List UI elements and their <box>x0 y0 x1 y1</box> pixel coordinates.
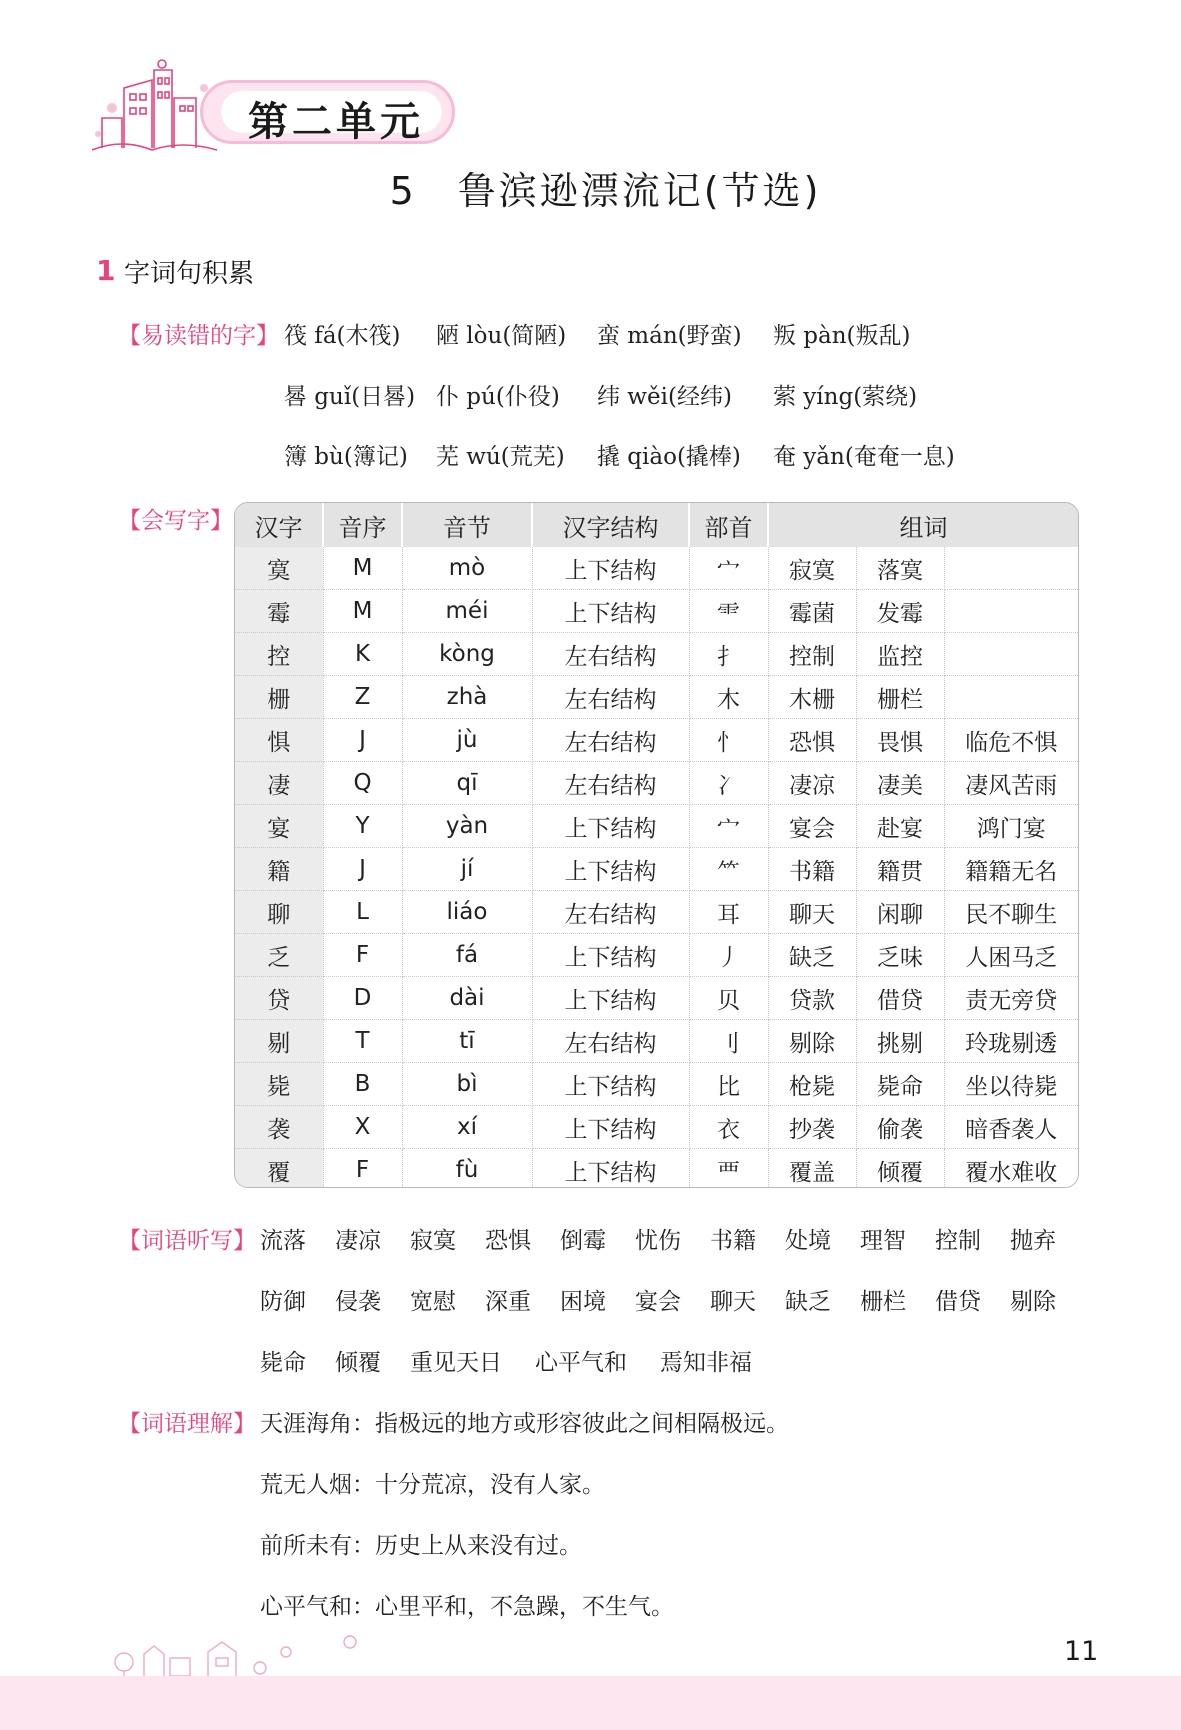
table-row <box>235 1020 1078 1063</box>
table-row <box>235 848 1078 891</box>
easy-wrong-item: 萦 yíng(萦绕) <box>773 384 918 410</box>
cell-syllable: jí <box>402 848 532 891</box>
cell-word-1: 霉菌 <box>768 590 856 633</box>
meaning-item: 心平气和：心里平和，不急躁，不生气。 <box>260 1594 674 1620</box>
cell-index-letter: F <box>323 934 402 977</box>
table-row <box>235 590 1078 633</box>
dictation-word: 凄凉 <box>335 1228 381 1254</box>
dictation-word: 寂寞 <box>410 1228 456 1254</box>
cell-word-2: 凄美 <box>856 762 944 805</box>
cell-index-letter: Z <box>323 676 402 719</box>
section-number: 1 <box>96 254 116 287</box>
cell-radical: 宀 <box>689 805 768 848</box>
cell-word-1: 宴会 <box>768 805 856 848</box>
meaning-tag: 【词语理解】 <box>118 1411 256 1437</box>
section-title: 字词句积累 <box>124 259 255 289</box>
dictation-word: 处境 <box>785 1228 831 1254</box>
easy-wrong-item: 纬 wěi(经纬) <box>597 384 732 410</box>
table-row <box>235 633 1078 676</box>
cell-structure: 上下结构 <box>532 1106 689 1149</box>
cell-syllable: fá <box>402 934 532 977</box>
cell-index-letter: T <box>323 1020 402 1063</box>
cell-word-2: 偷袭 <box>856 1106 944 1149</box>
table-row <box>235 977 1078 1020</box>
cell-syllable: tī <box>402 1020 532 1063</box>
easy-wrong-item: 奄 yǎn(奄奄一息) <box>773 444 955 470</box>
cell-structure: 左右结构 <box>532 633 689 676</box>
dictation-word: 借贷 <box>935 1289 981 1315</box>
easy-wrong-item: 叛 pàn(叛乱) <box>773 323 911 349</box>
cell-index-letter: K <box>323 633 402 676</box>
cell-character: 剔 <box>235 1020 323 1063</box>
cell-word-2: 乏味 <box>856 934 944 977</box>
cell-character: 栅 <box>235 676 323 719</box>
cell-word-2: 赴宴 <box>856 805 944 848</box>
cell-radical: 忄 <box>689 719 768 762</box>
cell-word-3: 覆水难收 <box>965 1159 1058 1186</box>
cell-radical: 贝 <box>689 977 768 1020</box>
cell-structure: 左右结构 <box>532 1020 689 1063</box>
dictation-word: 宽慰 <box>410 1289 456 1315</box>
cell-word-1: 覆盖 <box>768 1149 856 1189</box>
table-row <box>235 676 1078 719</box>
dictation-word: 剔除 <box>1010 1289 1056 1315</box>
cell-index-letter: M <box>323 547 402 590</box>
dictation-word: 宴会 <box>635 1289 681 1315</box>
cell-word-1: 枪毙 <box>768 1063 856 1106</box>
cell-word-2: 借贷 <box>856 977 944 1020</box>
header-words: 组词 <box>768 503 1078 547</box>
dictation-word: 书籍 <box>710 1228 756 1254</box>
cell-word-1: 剔除 <box>768 1020 856 1063</box>
cell-radical: ⺮ <box>689 848 768 891</box>
write-tag: 【会写字】 <box>118 508 233 534</box>
cell-radical: 比 <box>689 1063 768 1106</box>
cell-radical: 刂 <box>689 1020 768 1063</box>
cell-index-letter: F <box>323 1149 402 1189</box>
cell-word-3 <box>944 676 1078 719</box>
page-number: 11 <box>1064 1636 1099 1667</box>
cell-word-3 <box>944 633 1078 676</box>
cell-index-letter: L <box>323 891 402 934</box>
cell-structure: 上下结构 <box>532 805 689 848</box>
cell-word-3: 人困马乏 <box>944 934 1078 977</box>
cell-structure: 左右结构 <box>532 762 689 805</box>
cell-word-3: 凄风苦雨 <box>944 762 1078 805</box>
cell-character: 覆 <box>235 1149 323 1189</box>
write-table <box>234 502 1079 1188</box>
cell-word-3: 责无旁贷 <box>944 977 1078 1020</box>
table-row <box>235 719 1078 762</box>
easy-wrong-item: 陋 lòu(简陋) <box>436 323 567 349</box>
cell-character: 贷 <box>235 977 323 1020</box>
cell-word-2: 挑剔 <box>856 1020 944 1063</box>
meaning-item: 前所未有：历史上从来没有过。 <box>260 1533 582 1559</box>
cell-word-3 <box>944 590 1078 633</box>
easy-wrong-item: 晷 guǐ(日晷) <box>284 384 416 410</box>
cell-index-letter: J <box>323 848 402 891</box>
cell-structure: 上下结构 <box>532 1063 689 1106</box>
easy-wrong-item: 仆 pú(仆役) <box>436 384 560 410</box>
cell-structure: 左右结构 <box>532 719 689 762</box>
cell-word-3: 玲珑剔透 <box>944 1020 1078 1063</box>
unit-title: 第二单元 <box>248 99 424 145</box>
cell-syllable: yàn <box>402 805 532 848</box>
cell-word-1: 凄凉 <box>768 762 856 805</box>
cell-word-3: 鸿门宴 <box>944 805 1078 848</box>
cell-word-3: 坐以待毙 <box>944 1063 1078 1106</box>
dictation-word: 深重 <box>485 1289 531 1315</box>
footer-decoration-icon <box>110 1632 370 1676</box>
cell-character: 聊 <box>235 891 323 934</box>
dictation-word: 心平气和 <box>535 1350 627 1376</box>
easy-wrong-item: 撬 qiào(撬棒) <box>597 444 741 470</box>
cell-word-2: 监控 <box>856 633 944 676</box>
dictation-word: 侵袭 <box>335 1289 381 1315</box>
cell-radical: 木 <box>689 676 768 719</box>
cell-word-1: 寂寞 <box>768 547 856 590</box>
cell-index-letter: B <box>323 1063 402 1106</box>
cell-radical: 丿 <box>689 934 768 977</box>
cell-structure: 上下结构 <box>532 1149 689 1189</box>
cell-word-3: 临危不惧 <box>944 719 1078 762</box>
cell-radical: 扌 <box>689 633 768 676</box>
dictation-word: 重见天日 <box>410 1350 502 1376</box>
cell-word-2: 籍贯 <box>856 848 944 891</box>
dictation-word: 栅栏 <box>860 1289 906 1315</box>
cell-word-1: 缺乏 <box>768 934 856 977</box>
cell-word-2: 毙命 <box>856 1063 944 1106</box>
dictation-word: 控制 <box>935 1228 981 1254</box>
cell-syllable: zhà <box>402 676 532 719</box>
cell-radical: 衣 <box>689 1106 768 1149</box>
header-syllable: 音节 <box>402 503 532 547</box>
easy-wrong-item: 筏 fá(木筏) <box>284 323 401 349</box>
meaning-item: 天涯海角：指极远的地方或形容彼此之间相隔极远。 <box>260 1411 789 1437</box>
cell-radical: 耳 <box>689 891 768 934</box>
cell-syllable: fù <box>402 1149 532 1189</box>
footer-band <box>0 1676 1181 1730</box>
cell-word-1: 控制 <box>768 633 856 676</box>
header-structure: 汉字结构 <box>532 503 689 547</box>
cell-character: 乏 <box>235 934 323 977</box>
cell-radical: 覀 <box>689 1149 768 1189</box>
meaning-item: 荒无人烟：十分荒凉，没有人家。 <box>260 1472 605 1498</box>
cell-word-1: 贷款 <box>768 977 856 1020</box>
dictation-tag: 【词语听写】 <box>118 1228 256 1254</box>
cell-word-2: 栅栏 <box>856 676 944 719</box>
cell-structure: 上下结构 <box>532 547 689 590</box>
dictation-word: 恐惧 <box>485 1228 531 1254</box>
cell-word-2: 落寞 <box>856 547 944 590</box>
cell-character: 凄 <box>235 762 323 805</box>
cell-word-3: 籍籍无名 <box>944 848 1078 891</box>
table-row <box>235 891 1078 934</box>
cell-structure: 左右结构 <box>532 891 689 934</box>
dictation-word: 流落 <box>260 1228 306 1254</box>
cell-word-1: 书籍 <box>768 848 856 891</box>
cell-structure: 上下结构 <box>532 977 689 1020</box>
dictation-word: 防御 <box>260 1289 306 1315</box>
header-index-letter: 音序 <box>323 503 402 547</box>
cell-character: 袭 <box>235 1106 323 1149</box>
cell-structure: 上下结构 <box>532 848 689 891</box>
easy-wrong-tag: 【易读错的字】 <box>118 323 279 349</box>
cell-syllable: kòng <box>402 633 532 676</box>
dictation-word: 缺乏 <box>785 1289 831 1315</box>
cell-word-1: 抄袭 <box>768 1106 856 1149</box>
dictation-word: 毙命 <box>260 1350 306 1376</box>
dictation-word: 困境 <box>560 1289 606 1315</box>
cell-syllable: xí <box>402 1106 532 1149</box>
dictation-word: 焉知非福 <box>660 1350 752 1376</box>
table-row <box>235 805 1078 848</box>
cell-syllable: méi <box>402 590 532 633</box>
cell-character: 惧 <box>235 719 323 762</box>
cell-structure: 左右结构 <box>532 676 689 719</box>
easy-wrong-item: 蛮 mán(野蛮) <box>597 323 742 349</box>
cell-syllable: liáo <box>402 891 532 934</box>
cell-radical: 冫 <box>689 762 768 805</box>
cell-word-2: 闲聊 <box>856 891 944 934</box>
cell-index-letter: M <box>323 590 402 633</box>
cell-index-letter: Y <box>323 805 402 848</box>
cell-word-2: 发霉 <box>856 590 944 633</box>
cell-word-2: 倾覆 <box>856 1149 944 1189</box>
cell-character: 控 <box>235 633 323 676</box>
cell-word-3: 暗香袭人 <box>944 1106 1078 1149</box>
dictation-word: 倒霉 <box>560 1228 606 1254</box>
cell-character: 宴 <box>235 805 323 848</box>
cell-syllable: qī <box>402 762 532 805</box>
cell-syllable: mò <box>402 547 532 590</box>
cell-character: 籍 <box>235 848 323 891</box>
table-row <box>235 934 1078 977</box>
table-header-row <box>235 503 1078 547</box>
cell-syllable: bì <box>402 1063 532 1106</box>
cell-index-letter: J <box>323 719 402 762</box>
cell-index-letter: Q <box>323 762 402 805</box>
cell-index-letter: D <box>323 977 402 1020</box>
easy-wrong-item: 芜 wú(荒芜) <box>436 444 565 470</box>
dictation-word: 忧伤 <box>635 1228 681 1254</box>
dictation-word: 倾覆 <box>335 1350 381 1376</box>
table-row <box>235 1106 1078 1149</box>
cell-character: 毙 <box>235 1063 323 1106</box>
cell-syllable: jù <box>402 719 532 762</box>
lesson-title: 5 鲁滨逊漂流记(节选) <box>389 169 822 213</box>
cell-character: 霉 <box>235 590 323 633</box>
cell-word-2: 畏惧 <box>856 719 944 762</box>
easy-wrong-item: 簿 bù(簿记) <box>284 444 408 470</box>
dictation-word: 抛弃 <box>1010 1228 1056 1254</box>
dictation-word: 聊天 <box>710 1289 756 1315</box>
cell-word-3: 民不聊生 <box>944 891 1078 934</box>
dictation-word: 理智 <box>860 1228 906 1254</box>
cell-radical: 宀 <box>689 547 768 590</box>
table-row <box>235 1063 1078 1106</box>
table-row <box>235 547 1078 590</box>
cell-word-1: 木栅 <box>768 676 856 719</box>
cell-index-letter: X <box>323 1106 402 1149</box>
cell-word-1: 聊天 <box>768 891 856 934</box>
cell-radical: ⻗ <box>689 590 768 633</box>
table-row <box>235 762 1078 805</box>
cell-structure: 上下结构 <box>532 590 689 633</box>
cell-character: 寞 <box>235 547 323 590</box>
cell-word-3 <box>944 547 1078 590</box>
cell-structure: 上下结构 <box>532 934 689 977</box>
cell-word-1: 恐惧 <box>768 719 856 762</box>
header-radical: 部首 <box>689 503 768 547</box>
header-character: 汉字 <box>235 503 323 547</box>
cell-syllable: dài <box>402 977 532 1020</box>
table-row <box>235 1149 1078 1189</box>
